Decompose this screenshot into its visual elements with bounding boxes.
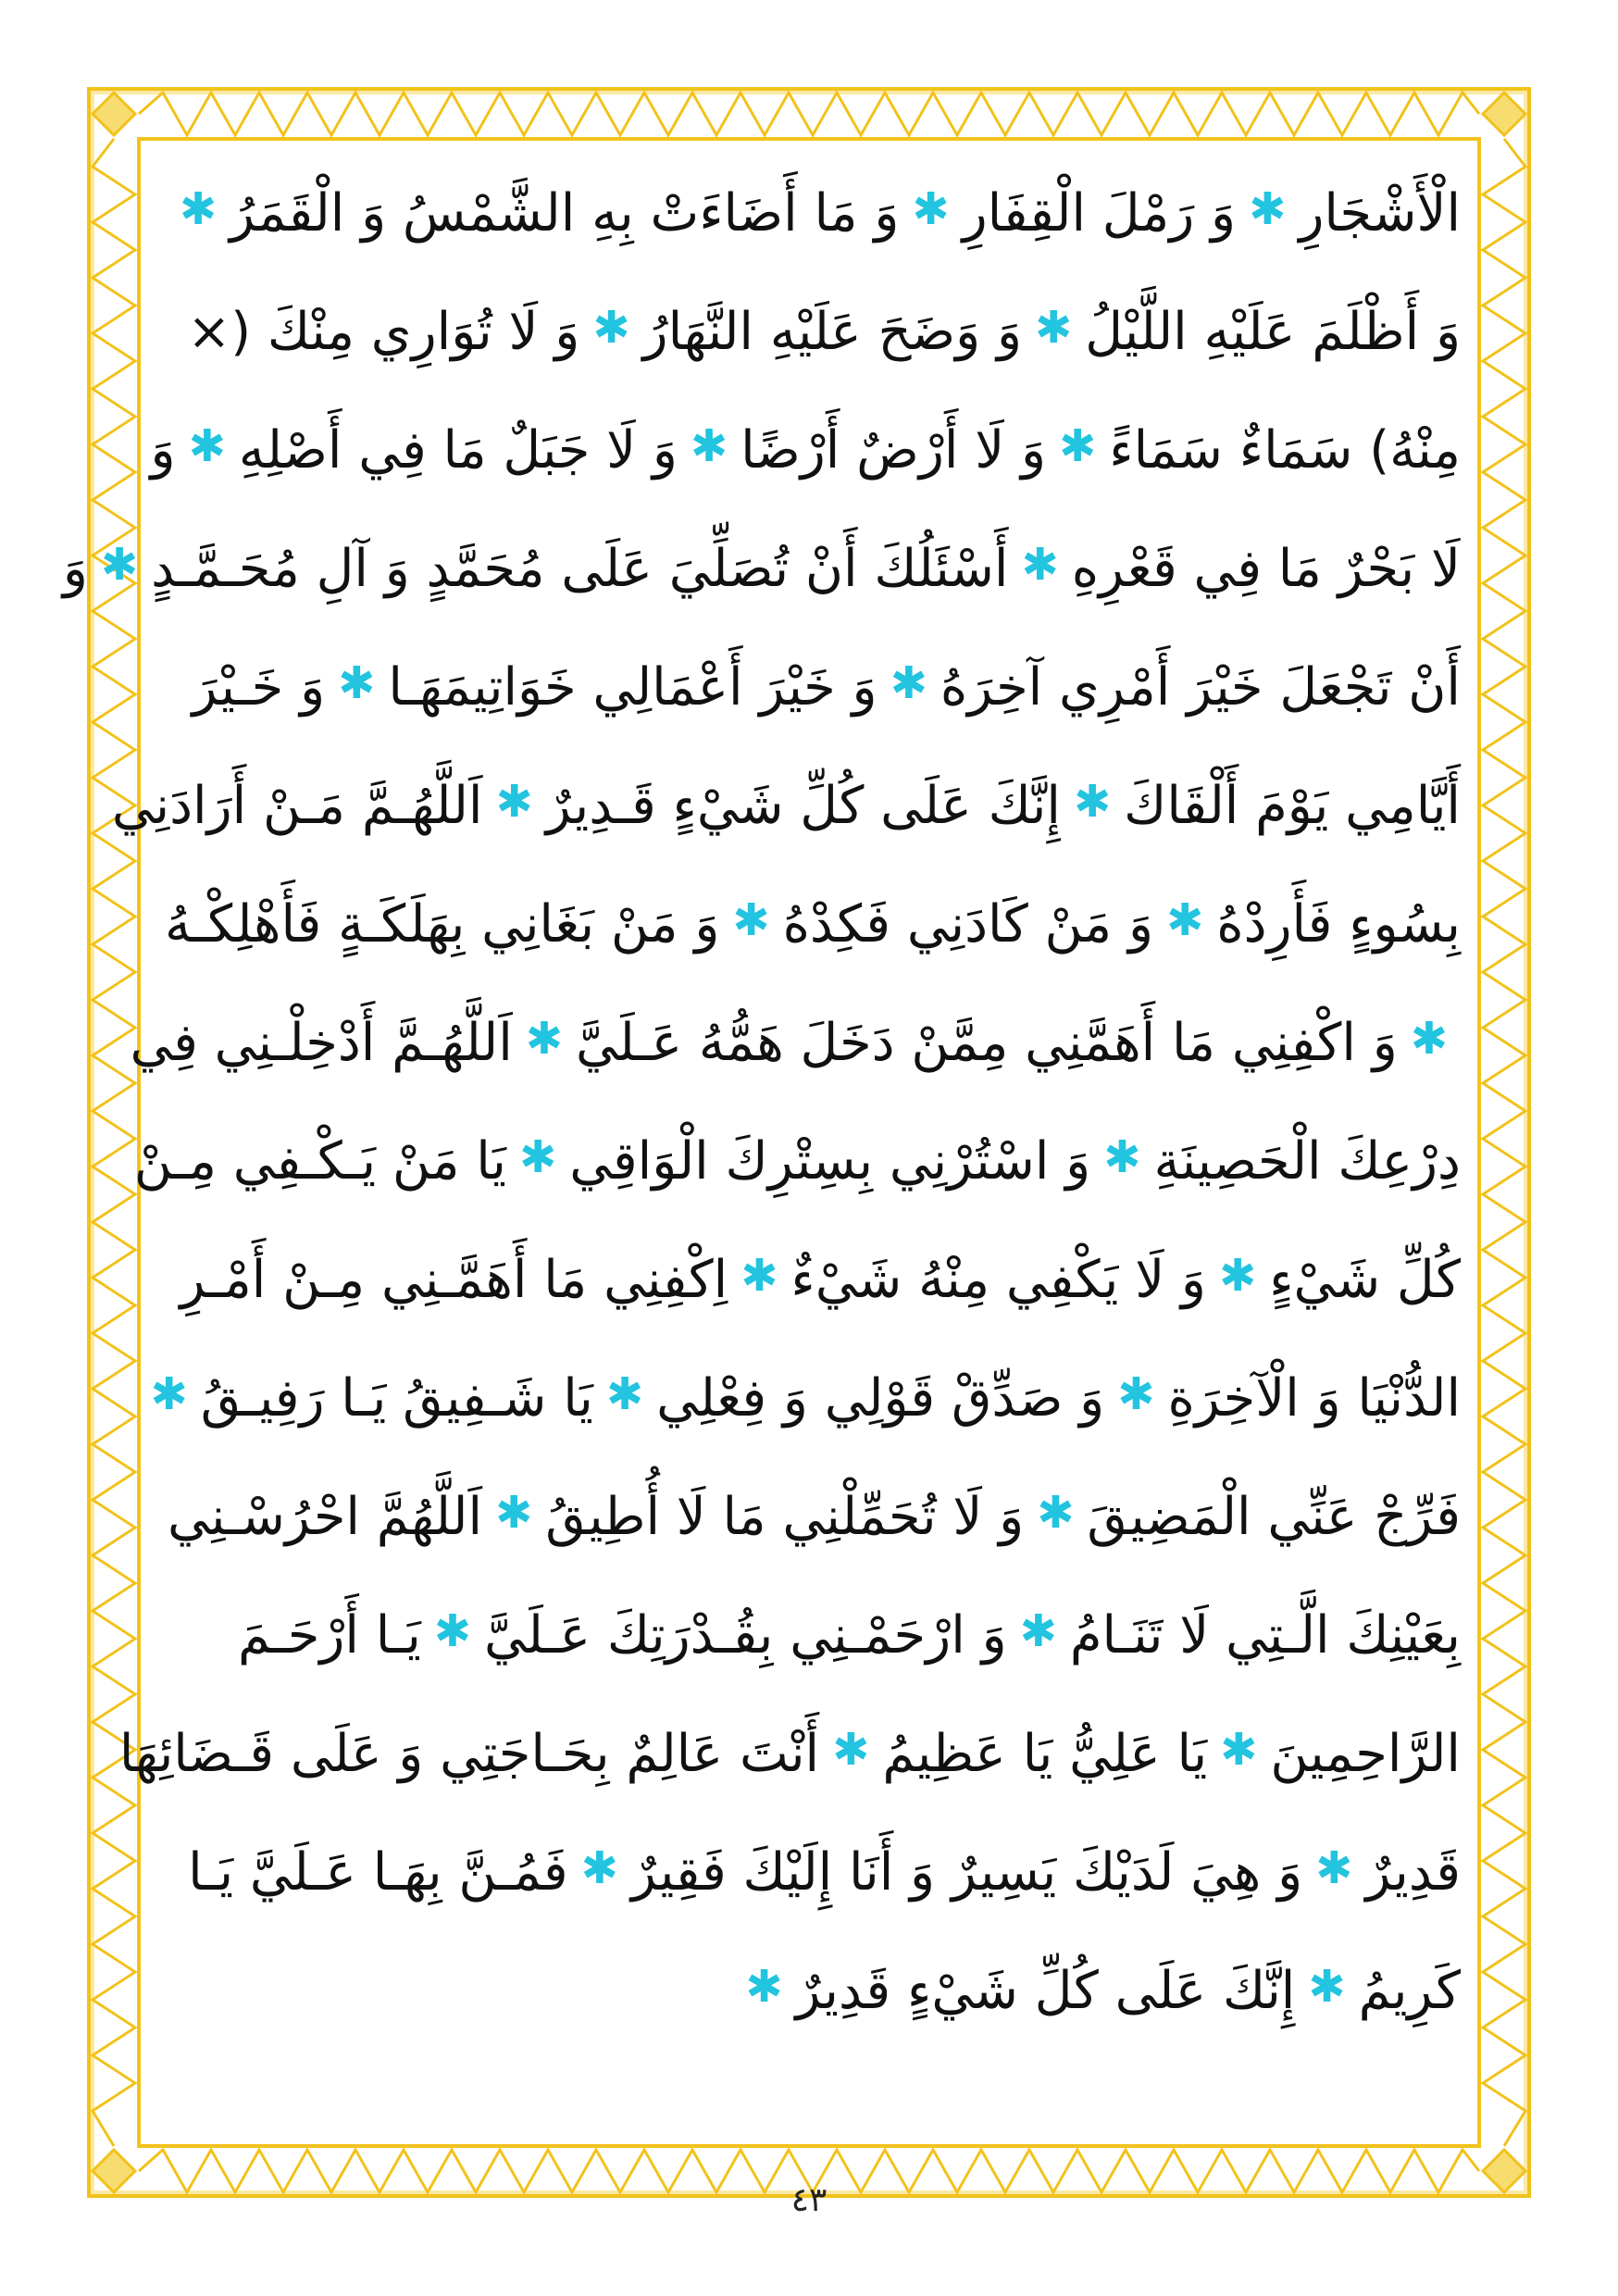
text-segment: وَ هِيَ لَدَيْكَ يَسِيرٌ وَ أَنَا إِلَيْكَ فَقِيرٌ — [630, 1841, 1303, 1903]
asterisk-icon: ✱ — [890, 657, 927, 709]
asterisk-icon: ✱ — [1037, 1487, 1075, 1539]
page-number: ٤٣ — [790, 2181, 828, 2219]
text-segment: وَ لَا يَكْفِي مِنْهُ شَيْءٌ — [790, 1249, 1206, 1310]
text-segment: وَ لَا جَبَلٌ مَا فِي أَصْلِهِ — [238, 419, 678, 480]
text-line — [157, 873, 1461, 975]
asterisk-icon: ✱ — [912, 183, 950, 235]
asterisk-icon: ✱ — [1166, 894, 1204, 946]
frame-zigzag-right — [1483, 139, 1525, 2146]
text-segment: وَ اكْفِنِي مَا أَهَمَّنِي مِمَّنْ دَخَلَ هَمُّهُ عَـلَيَّ — [575, 1012, 1398, 1073]
text-segment: وَ — [150, 419, 176, 480]
text-segment: اَللَّهُـمَّ مَـنْ أَرَادَنِي — [111, 775, 483, 836]
text-segment: كَرِيمُ — [1358, 1960, 1461, 2021]
text-segment: الرَّاحِمِينَ — [1270, 1723, 1461, 1784]
text-segment: وَ وَضَحَ عَلَيْهِ النَّهَارُ — [642, 301, 1023, 362]
text-segment: لَا بَحْرٌ مَا فِي قَعْرِهِ — [1071, 538, 1461, 599]
asterisk-icon: ✱ — [592, 302, 630, 354]
text-line — [157, 636, 1461, 738]
text-segment: وَ مَا أَضَاءَتْ بِهِ الشَّمْسُ وَ الْقَمَرُ — [230, 182, 900, 243]
asterisk-icon: ✱ — [1315, 1842, 1353, 1894]
asterisk-icon: ✱ — [1220, 1724, 1258, 1776]
asterisk-icon: ✱ — [1103, 1131, 1141, 1183]
asterisk-icon: ✱ — [1073, 776, 1112, 828]
text-segment: وَ أَظْلَمَ عَلَيْهِ اللَّيْلُ — [1085, 301, 1461, 362]
text-segment: أَنْتَ عَالِمٌ بِحَـاجَتِي وَ عَلَى قَـضَائِهَا — [118, 1723, 820, 1784]
text-segment: بِعَيْنِكَ الَّـتِي لَا تَنَـامُ — [1069, 1604, 1461, 1666]
text-segment: اَللَّهُمَّ احْرُسْـنِي — [168, 1486, 483, 1547]
text-segment: مِنْهُ) سَمَاءٌ سَمَاءً — [1109, 419, 1461, 480]
asterisk-icon: ✱ — [732, 894, 770, 946]
frame-zigzag-left — [93, 139, 135, 2146]
text-segment: وَ لَا تُحَمِّلْنِي مَا لَا أُطِيقُ — [545, 1486, 1025, 1547]
frame-corner-top-left — [93, 93, 135, 135]
text-segment: يَـا أَرْحَـمَ — [238, 1604, 421, 1666]
asterisk-icon: ✱ — [1249, 183, 1287, 235]
text-line — [150, 1347, 1461, 1449]
asterisk-icon: ✱ — [518, 1131, 557, 1183]
text-segment: يَا شَـفِيقُ يَـا رَفِيـقُ — [200, 1367, 593, 1429]
text-segment: وَ رَمْلَ الْقِفَارِ — [962, 182, 1237, 243]
text-line — [111, 755, 1461, 856]
asterisk-icon: ✱ — [1117, 1368, 1155, 1420]
supplication-text — [62, 162, 1461, 2069]
text-segment: إِنَّكَ عَلَى كُلِّ شَيْءٍ قَدِيرٌ — [795, 1960, 1296, 2021]
asterisk-icon: ✱ — [179, 183, 218, 235]
text-line — [118, 1703, 1461, 1804]
text-segment: وَ لَا أَرْضٌ أَرْضًا — [741, 419, 1047, 480]
text-line — [157, 1584, 1461, 1686]
text-segment: وَ خَيْرَ أَعْمَالِي خَوَاتِيمَهَـا — [388, 656, 877, 718]
text-line — [62, 518, 1461, 619]
asterisk-icon: ✱ — [832, 1724, 870, 1776]
text-segment: وَ مَنْ كَادَنِي فَكِدْهُ — [782, 893, 1154, 955]
text-segment: قَدِيرٌ — [1365, 1841, 1461, 1903]
asterisk-icon: ✱ — [188, 420, 226, 472]
text-segment: وَ لَا تُوَارِي مِنْكَ (× — [187, 301, 580, 362]
text-segment: الدُّنْيَا وَ الْآخِرَةِ — [1167, 1367, 1461, 1429]
asterisk-icon: ✱ — [580, 1842, 618, 1894]
text-segment: أَيَّامِي يَوْمَ أَلْقَاكَ — [1124, 775, 1461, 836]
text-segment: وَ اسْتُرْنِي بِسِتْرِكَ الْوَاقِي — [569, 1130, 1091, 1192]
text-segment: وَ ارْحَمْـنِي بِقُـدْرَتِكَ عَـلَيَّ — [484, 1604, 1007, 1666]
text-segment: يَا مَنْ يَـكْـفِي مِـنْ — [133, 1130, 506, 1192]
text-line — [157, 1229, 1461, 1330]
text-segment: وَ صَدِّقْ قَوْلِي وَ فِعْلِي — [656, 1367, 1105, 1429]
asterisk-icon: ✱ — [741, 1250, 778, 1302]
text-segment: دِرْعِكَ الْحَصِينَةِ — [1153, 1130, 1461, 1192]
text-line — [150, 399, 1461, 501]
text-line — [157, 1466, 1461, 1567]
frame-zigzag-top — [139, 93, 1479, 135]
asterisk-icon: ✱ — [495, 1487, 533, 1539]
asterisk-icon: ✱ — [495, 776, 533, 828]
text-line — [157, 162, 1461, 264]
text-segment: إِنَّكَ عَلَى كُلِّ شَيْءٍ قَـدِيرٌ — [545, 775, 1061, 836]
text-segment: وَ خَـيْرَ — [192, 656, 326, 718]
text-line — [157, 1821, 1461, 1923]
text-segment: بِسُوءٍ فَأَرِدْهُ — [1216, 893, 1461, 955]
asterisk-icon: ✱ — [1308, 1961, 1346, 2013]
text-segment: اِكْفِنِي مَا أَهَمَّـنِي مِـنْ أَمْـرِ — [180, 1249, 728, 1310]
asterisk-icon: ✱ — [1410, 1013, 1448, 1065]
asterisk-icon: ✱ — [1218, 1250, 1257, 1302]
asterisk-icon: ✱ — [745, 1961, 783, 2013]
text-segment: فَرِّجْ عَنِّي الْمَضِيقَ — [1087, 1486, 1461, 1547]
asterisk-icon: ✱ — [1059, 420, 1097, 472]
text-segment: وَ — [62, 538, 88, 599]
asterisk-icon: ✱ — [150, 1368, 188, 1420]
asterisk-icon: ✱ — [525, 1013, 563, 1065]
text-segment: يَا عَلِيُّ يَا عَظِيمُ — [882, 1723, 1208, 1784]
asterisk-icon: ✱ — [1019, 1605, 1057, 1657]
text-line — [157, 281, 1461, 382]
text-segment: أَسْئَلُكَ أَنْ تُصَلِّيَ عَلَى مُحَمَّدٍ وَ آلِ مُحَـمَّـدٍ — [151, 538, 1009, 599]
text-segment: فَمُـنَّ بِهَـا عَـلَيَّ يَـا — [188, 1841, 568, 1903]
asterisk-icon: ✱ — [1021, 539, 1059, 591]
asterisk-icon: ✱ — [338, 657, 376, 709]
text-line — [133, 1110, 1461, 1212]
text-segment: أَنْ تَجْعَلَ خَيْرَ أَمْرِي آخِرَهُ — [940, 656, 1461, 718]
text-line — [130, 992, 1461, 1093]
asterisk-icon: ✱ — [690, 420, 728, 472]
text-line — [157, 1940, 1461, 2041]
text-segment: اَللَّهُـمَّ أَدْخِلْـنِي فِي — [130, 1012, 513, 1073]
asterisk-icon: ✱ — [1035, 302, 1073, 354]
text-segment: كُلِّ شَيْءٍ — [1269, 1249, 1461, 1310]
text-segment: وَ مَنْ بَغَانِي بِهَلَكَـةٍ فَأَهْلِكْـهُ — [165, 893, 720, 955]
asterisk-icon: ✱ — [605, 1368, 644, 1420]
text-segment: الْأَشْجَارِ — [1299, 182, 1461, 243]
asterisk-icon: ✱ — [433, 1605, 472, 1657]
frame-corner-top-right — [1483, 93, 1525, 135]
asterisk-icon: ✱ — [100, 539, 139, 591]
